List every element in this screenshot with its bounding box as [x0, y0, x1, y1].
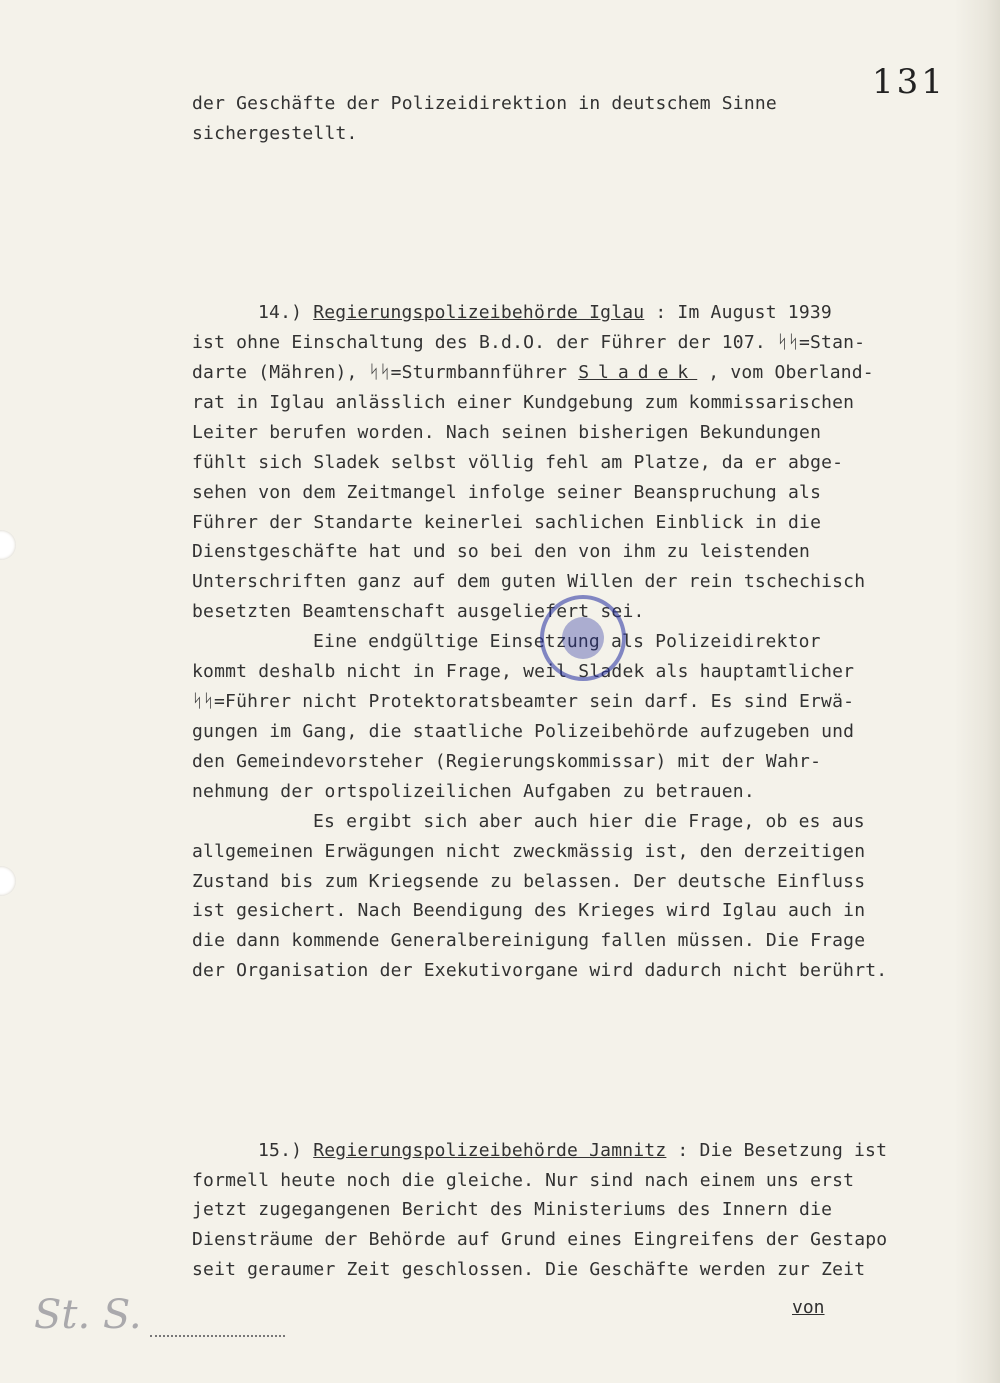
section-heading: Regierungspolizeibehörde Iglau: [313, 302, 645, 323]
text-line: besetzten Beamtenschaft ausgeliefert sei.: [192, 601, 645, 622]
dotted-signature-line: [150, 1335, 285, 1337]
person-name: Sladek: [578, 362, 698, 383]
text-line: sichergestellt.: [192, 123, 358, 144]
text-line: seit geraumer Zeit geschlossen. Die Geschäfte werden zur Zeit: [192, 1259, 866, 1280]
text-segment: darte (Mähren), ᛋᛋ=Sturmbannführer: [192, 362, 579, 383]
section-number: 14.): [258, 302, 303, 323]
text-line: den Gemeindevorsteher (Regierungskommissar) mit der Wahr-: [192, 751, 822, 772]
handwritten-initials: St. S.: [34, 1292, 142, 1338]
catchword: von: [792, 1297, 825, 1318]
page-number: 131: [872, 62, 946, 102]
text-line: ᛋᛋ=Führer nicht Protektoratsbeamter sein darf. Es sind Erwä-: [192, 691, 855, 712]
text-line: Leiter berufen worden. Nach seinen bisherigen Bekundungen: [192, 422, 822, 443]
section-heading-rest: : Im August 1939: [644, 302, 832, 323]
text-line: die dann kommende Generalbereinigung fallen müssen. Die Frage: [192, 930, 866, 951]
text-line: allgemeinen Erwägungen nicht zweckmässig ist, den derzeitigen: [192, 841, 866, 862]
section-heading: Regierungspolizeibehörde Jamnitz: [313, 1140, 667, 1161]
text-segment: , vom Oberland-: [697, 362, 874, 383]
text-line: Eine endgültige Einsetzung als Polizeidirektor: [313, 631, 821, 652]
punch-hole: [0, 866, 16, 896]
text-line: rat in Iglau anlässlich einer Kundgebung zum kommissarischen: [192, 392, 855, 413]
archive-stamp: [540, 595, 626, 681]
text-line: gungen im Gang, die staatliche Polizeibehörde aufzugeben und: [192, 721, 855, 742]
page-edge-shadow: [954, 0, 1000, 1383]
section-15-heading-line: [258, 1140, 887, 1161]
text-line: jetzt zugegangenen Bericht des Ministeriums des Innern die: [192, 1199, 833, 1220]
section-number: 15.): [258, 1140, 303, 1161]
section-heading-rest: : Die Besetzung ist: [666, 1140, 888, 1161]
text-line: der Organisation der Exekutivorgane wird dadurch nicht berührt.: [192, 960, 888, 981]
text-line: ist gesichert. Nach Beendigung des Krieges wird Iglau auch in: [192, 900, 866, 921]
text-line: nehmung der ortspolizeilichen Aufgaben zu betrauen.: [192, 781, 755, 802]
punch-hole: [0, 530, 16, 560]
text-line: Zustand bis zum Kriegsende zu belassen. Der deutsche Einfluss: [192, 871, 866, 892]
text-line: kommt deshalb nicht in Frage, weil Sladek als hauptamtlicher: [192, 661, 855, 682]
text-line: Es ergibt sich aber auch hier die Frage, ob es aus: [313, 811, 865, 832]
section-14-heading-line: [258, 302, 832, 323]
text-line: Führer der Standarte keinerlei sachlichen Einblick in die: [192, 512, 822, 533]
text-line: fühlt sich Sladek selbst völlig fehl am Platze, da er abge-: [192, 452, 844, 473]
text-line: [192, 362, 874, 383]
text-line: der Geschäfte der Polizeidirektion in deutschem Sinne: [192, 93, 777, 114]
text-line: sehen von dem Zeitmangel infolge seiner Beanspruchung als: [192, 482, 822, 503]
text-line: Unterschriften ganz auf dem guten Willen der rein tschechisch: [192, 571, 866, 592]
text-line: Diensträume der Behörde auf Grund eines Eingreifens der Gestapo: [192, 1229, 888, 1250]
text-line: formell heute noch die gleiche. Nur sind nach einem uns erst: [192, 1170, 855, 1191]
text-line: Dienstgeschäfte hat und so bei den von ihm zu leistenden: [192, 541, 811, 562]
text-line: ist ohne Einschaltung des B.d.O. der Führer der 107. ᛋᛋ=Stan-: [192, 332, 866, 353]
